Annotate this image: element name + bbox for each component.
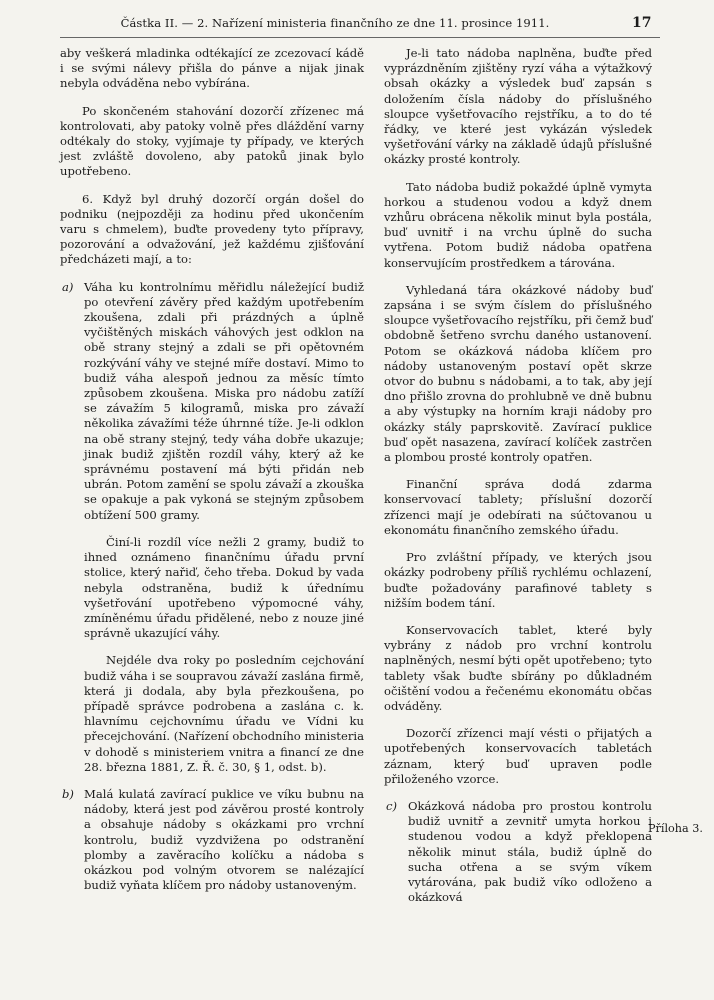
list-item-b bbox=[60, 787, 364, 893]
paragraph: Finanční správa dodá zdarma konservovací tablety; příslušní dozorčí zřízenci mají je odebírati na súčtovanou u ekonomátu finančního zemského úřadu. bbox=[384, 477, 652, 537]
paragraph: aby veškerá mladinka odtékající ze zcezovací kádě i se svými nálevy přišla do pánve a nijak jinak nebyla odváděna nebo vybírána. bbox=[60, 46, 364, 91]
item-text: Okázková nádoba pro prostou kontrolu budiž uvnitř a zevnitř umyta horkou i studenou vodou a když překlopena několik minut stála, budiž úplně do sucha otřena a se svým víkem vytárována, pak budiž víko odloženo a okázková bbox=[408, 798, 652, 905]
item-marker: b) bbox=[62, 786, 74, 801]
paragraph: Pro zvláštní případy, ve kterých jsou okázky podrobeny příliš rychlému ochlazení, buďte požadovány parafinové tablety s nižším bodem tání. bbox=[384, 550, 652, 610]
paragraph: Konservovacích tablet, které byly vybrány z nádob pro vrchní kontrolu naplněných, nesmí býti opět upotřebeno; tyto tablety však buďte sbírány po důkladném očištění vodou a řečenému ekonomátu občas odváděny. bbox=[384, 622, 652, 713]
item-marker: c) bbox=[386, 798, 398, 813]
left-column bbox=[60, 46, 364, 905]
running-header: Částka II. — 2. Nařízení ministeria finančního ze dne 11. prosince 1911. bbox=[120, 16, 550, 30]
right-column bbox=[384, 46, 652, 917]
item-text: Váha ku kontrolnímu měřidlu náležející budiž po otevření závěry před každým upotřebením zkoušena, zdali při prázdných a úplně vyčištěných miskách váhových jest odklon na obě strany stejný a zdali se při opětovném rozkývání váhy ve stejné míře dostaví. Mimo to budiž váha alespoň jednou za měsíc tímto způsobem zkoušena. Miska pro nádobu zatíží se závažím 5 kilogramů, miska pro závaží několika závažími téže úhrnné tíže. Je-li odklon na obě strany stejný, tedy váha dobře ukazuje; jinak budiž zjištěn rozdíl váhy, který až ke správnému postavení má býti přidán neb ubrán. Potom zamění se spolu závaží a zkouška se opakuje a pak vykoná se stejným způsobem obtížení 500 gramy. bbox=[84, 279, 364, 522]
paragraph: Vyhledaná tára okázkové nádoby buď zapsána i se svým číslem do příslušného sloupce vyšetřovacího rejstříku, při čemž buď obdobně šetřeno svrchu daného ustanovení. Potom se okázková nádoba klíčem pro nádoby ustanoveným postaví opět skrze otvor do bubnu s nádobami, a to tak, aby její dno přišlo zrovna do prohlubně ve dně bubnu a aby výstupky na horním kraji nádoby pro okázky stály paprskovitě. Zavírací puklice buď opět nasazena, zavírací kolíček zastrčen a plombou prosté kontroly opatřen. bbox=[384, 282, 652, 465]
paragraph: Dozorčí zřízenci mají vésti o přijatých a upotřebených konservovacích tabletách záznam, který buď upraven podle přiloženého vzorce. bbox=[384, 726, 652, 786]
paragraph: Tato nádoba budiž pokaždé úplně vymyta horkou a studenou vodou a když dnem vzhůru obrácena několik minut byla postála, buď uvnitř i na vrchu úplně do sucha vytřena. Potom budiž nádoba opatřena konservujícím prostředkem a tárována. bbox=[384, 179, 652, 270]
item-text: Malá kulatá zavírací puklice ve víku bubnu na nádoby, která jest pod závěrou prosté kontroly a obsahuje nádoby s okázkami pro vrchní kontrolu, budiž vyzdvižena po odstranění plomby a zavěracího kolíčku a nádoba s okázkou pod volným otvorem se nalézající budiž vyňata klíčem pro nádoby ustanoveným. bbox=[84, 786, 364, 893]
paragraph: Nejdéle dva roky po posledním cejchování budiž váha i se soupravou závaží zaslána firmě, která ji dodala, aby byla přezkoušena, po případě správce podrobena a zaslána c. k. hlavnímu cejchovnímu úřadu ve Vídni ku přecejchování. (Nařízení obchodního ministeria v dohodě s ministeriem vnitra a financí ze dne 28. března 1881, Z. Ř. č. 30, § 1, odst. b). bbox=[84, 653, 364, 774]
paragraph: Po skončeném stahování dozorčí zřízenec má kontrolovati, aby patoky volně přes dláždění varny odtékaly do stoky, vyjímaje ty případy, ve kterých jest zvláště dovoleno, aby patoků jinak bylo upotřebeno. bbox=[60, 103, 364, 179]
side-note: Příloha 3. bbox=[648, 822, 703, 835]
list-item-a bbox=[60, 280, 364, 523]
list-item-c bbox=[384, 799, 652, 905]
paragraph: Činí-li rozdíl více nežli 2 gramy, budiž to ihned oznámeno finančnímu úřadu první stolice, který nařiď, čeho třeba. Dokud by vada nebyla odstraněna, budiž k úřednímu vyšetřování upotřebeno výpomocné váhy, zmíněnému úřadu přidělené, nebo z nouze jiné správně ukazující váhy. bbox=[84, 534, 364, 641]
header-rule bbox=[60, 37, 660, 38]
paragraph: Je-li tato nádoba naplněna, buďte před vyprázdněním zjištěny ryzí váha a výtažkový obsah okázky a výsledek buď zapsán s doložením čísla nádoby do příslušného sloupce vyšetřovacího rejstříku, a to do té řádky, ve které jest vykázán výsledek vyšetřování várky na základě údajů příslušné okázky prosté kontroly. bbox=[384, 46, 652, 167]
paragraph: 6. Když byl druhý dozorčí orgán došel do podniku (nejpozději za hodinu před ukončením varu s chmelem), buďte provedeny tyto přípravy, pozorování a odvažování, jež každému zjišťování předcházeti mají, a to: bbox=[60, 191, 364, 267]
page-number: 17 bbox=[632, 15, 652, 31]
item-marker: a) bbox=[62, 279, 74, 294]
